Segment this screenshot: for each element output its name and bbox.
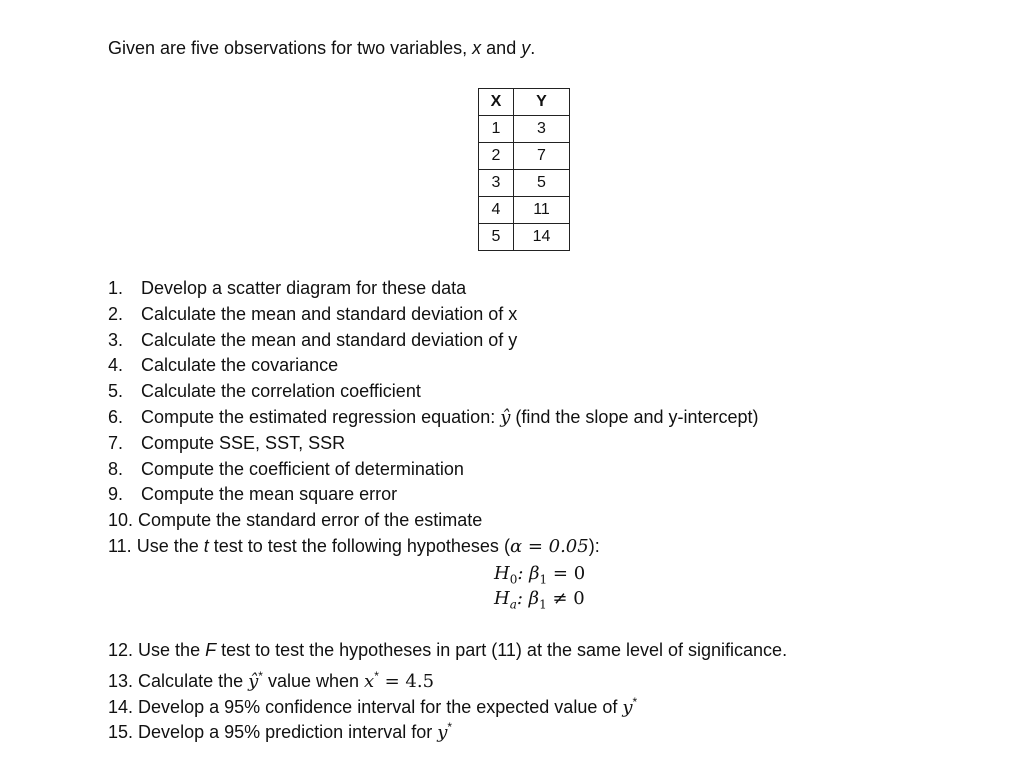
item-text: Compute the mean square error	[141, 484, 398, 505]
intro-prefix: Given are five observations for two variables,	[108, 38, 473, 58]
intro-text	[108, 38, 535, 59]
item-text-suffix: test to test the hypotheses in part (11) at the same level of significance.	[216, 640, 788, 660]
null-hypothesis	[494, 563, 585, 587]
list-item	[108, 715, 787, 744]
h-subscript: a	[509, 597, 517, 612]
intro-and: and	[481, 38, 522, 58]
question-list-2	[108, 638, 788, 744]
item-text-mid: value when	[262, 670, 365, 691]
cell-x: 1	[479, 116, 514, 143]
item-text: Develop a 95% confidence interval for the expected value of	[138, 696, 623, 717]
item-number: 10.	[108, 510, 134, 531]
y-symbol: y	[437, 722, 448, 744]
item-text: Compute the coefficient of determination	[141, 458, 464, 479]
item-number: 3.	[108, 329, 124, 350]
cell-x: 5	[479, 224, 514, 251]
item-number: 9.	[108, 484, 124, 505]
list-item	[108, 638, 787, 664]
cell-x: 3	[479, 170, 514, 197]
item-number: 5.	[108, 381, 124, 402]
list-item	[108, 508, 759, 534]
alternative-hypothesis	[494, 588, 585, 612]
list-item	[108, 690, 787, 716]
beta-symbol: : β	[517, 563, 540, 584]
question-list	[108, 276, 759, 560]
star-superscript: *	[447, 720, 453, 735]
star-superscript: *	[258, 668, 263, 683]
item-number: 6.	[108, 406, 124, 427]
intro-suffix: .	[530, 38, 536, 58]
list-item	[108, 276, 759, 302]
item-text: Develop a scatter diagram for these data	[141, 278, 467, 298]
intro-var-x: x	[472, 38, 482, 58]
x-value: = 4.5	[378, 670, 435, 692]
y-hat-symbol: ŷ	[500, 406, 511, 428]
list-item	[108, 482, 759, 508]
h-symbol: H	[494, 588, 510, 609]
beta-subscript: 1	[539, 597, 547, 612]
item-text: Calculate the mean and standard deviation of x	[141, 303, 518, 324]
item-text: Calculate the covariance	[141, 355, 339, 376]
cell-y: 11	[514, 197, 570, 224]
intro-var-y: y	[521, 38, 531, 58]
item-text: Develop a 95% prediction interval for	[138, 722, 438, 743]
list-item	[108, 379, 759, 405]
beta-symbol: : β	[516, 588, 540, 609]
list-item	[108, 302, 759, 328]
table-row	[479, 170, 570, 197]
x-symbol: x	[364, 670, 375, 692]
list-item	[108, 328, 759, 354]
item-text: Calculate the mean and standard deviation of y	[141, 329, 518, 350]
y-hat-symbol: ŷ	[248, 670, 259, 692]
cell-y: 7	[514, 143, 570, 170]
item-text-suffix: (find the slope and y-intercept)	[510, 406, 759, 427]
item-number: 8.	[108, 458, 124, 479]
star-superscript: *	[374, 668, 379, 683]
list-item	[108, 405, 759, 431]
item-number: 1.	[108, 278, 124, 298]
item-text: Compute SSE, SST, SSR	[141, 432, 346, 453]
item-text: Use the	[138, 640, 206, 660]
h-subscript: 0	[509, 572, 518, 587]
table-row	[479, 224, 570, 251]
item-number: 14.	[108, 696, 134, 717]
observation-table	[478, 88, 570, 251]
cell-x: 4	[479, 197, 514, 224]
star-superscript: *	[632, 694, 638, 709]
table-row	[479, 197, 570, 224]
t-symbol: t	[203, 535, 209, 556]
table-row	[479, 143, 570, 170]
header-y: Y	[514, 89, 570, 116]
relation: ≠ 0	[546, 588, 585, 609]
list-item	[108, 457, 759, 483]
item-number: 2.	[108, 303, 124, 324]
header-x: X	[479, 89, 514, 116]
y-symbol: y	[622, 696, 633, 718]
item-text-mid: test to test the following hypotheses (	[208, 535, 510, 556]
table-row	[479, 116, 570, 143]
cell-y: 5	[514, 170, 570, 197]
item-text: Compute the estimated regression equation:	[141, 406, 501, 427]
list-item	[108, 431, 759, 457]
item-text: Use the	[136, 535, 204, 556]
relation: = 0	[547, 563, 586, 584]
cell-y: 3	[514, 116, 570, 143]
item-number: 7.	[108, 432, 124, 453]
f-symbol: F	[205, 640, 217, 660]
item-number: 11.	[108, 535, 132, 556]
item-text: Calculate the	[138, 670, 249, 691]
list-item	[108, 664, 787, 690]
item-text: Calculate the correlation coefficient	[141, 381, 421, 402]
h-symbol: H	[494, 563, 510, 584]
item-number: 12.	[108, 640, 134, 660]
item-number: 15.	[108, 722, 134, 743]
alpha-value: α = 0.05	[509, 535, 589, 557]
table-header-row	[479, 89, 570, 116]
item-number: 13.	[108, 670, 134, 691]
list-item	[108, 353, 759, 379]
list-item	[108, 534, 759, 560]
item-number: 4.	[108, 355, 124, 376]
item-text-suffix: ):	[588, 535, 600, 556]
cell-y: 14	[514, 224, 570, 251]
cell-x: 2	[479, 143, 514, 170]
item-text: Compute the standard error of the estimate	[138, 510, 483, 531]
beta-subscript: 1	[539, 572, 548, 587]
